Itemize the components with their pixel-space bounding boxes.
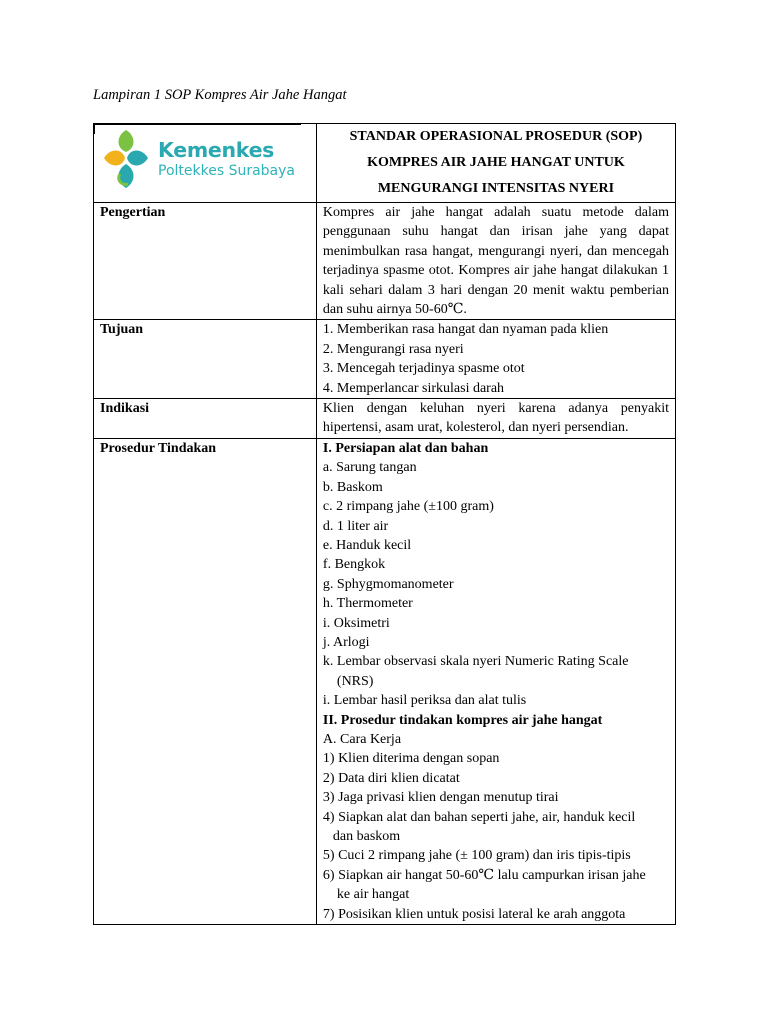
logo-title: Kemenkes: [158, 138, 275, 162]
list-item: 4. Memperlancar sirkulasi darah: [322, 380, 505, 396]
list-item-continuation: dan baskom: [332, 829, 401, 844]
section-heading-prosedur: II. Prosedur tindakan kompres air jahe hangat: [322, 712, 603, 728]
document-caption: Lampiran 1 SOP Kompres Air Jahe Hangat: [93, 87, 347, 103]
list-item: 6) Siapkan air hangat 50-60℃ lalu campurkan irisan jahe: [322, 867, 646, 883]
list-item: 3. Mencegah terjadinya spasme otot: [322, 361, 525, 377]
logo-subtitle: Poltekkes Surabaya: [158, 163, 295, 179]
subsection-heading: A. Cara Kerja: [322, 731, 402, 747]
kemenkes-emblem-icon: [102, 128, 150, 190]
tujuan-list: [316, 320, 675, 399]
list-item: 4) Siapkan alat dan bahan seperti jahe, air, handuk kecil: [322, 809, 636, 825]
sop-title-line1: STANDAR OPERASIONAL PROSEDUR (SOP): [349, 129, 643, 144]
prosedur-row: [94, 438, 676, 924]
list-item: e. Handuk kecil: [322, 537, 412, 553]
list-item: c. 2 rimpang jahe (±100 gram): [322, 499, 494, 515]
section-heading-persiapan: I. Persiapan alat dan bahan: [322, 440, 489, 456]
list-item: j. Arlogi: [322, 634, 370, 650]
list-item-continuation: (NRS): [336, 673, 374, 689]
pengertian-text: Kompres air jahe hangat adalah suatu metode dalam penggunaan suhu hangat dan irisan jahe yang dapat menimbulkan rasa hangat, mengurangi nyeri, dan mencegah terjadinya spasme otot. Kompres air jahe hangat dilakukan 1 kali sehari dalam 3 hari dengan 20 menit waktu pemberian dan suhu airnya 50-60℃.: [316, 203, 675, 320]
list-item: b. Baskom: [322, 479, 383, 495]
prosedur-content: [316, 438, 675, 924]
header-row: [94, 124, 676, 203]
list-item: i. Oksimetri: [322, 615, 390, 631]
sop-table: [93, 123, 676, 925]
sop-title-line2: KOMPRES AIR JAHE HANGAT UNTUK: [367, 155, 625, 170]
pengertian-label: Pengertian: [94, 203, 317, 320]
list-item: 1. Memberikan rasa hangat dan nyaman pada klien: [322, 322, 609, 338]
list-item: 2. Mengurangi rasa nyeri: [322, 341, 464, 357]
tujuan-label: Tujuan: [94, 320, 317, 399]
list-item: f. Bengkok: [322, 557, 386, 573]
list-item: k. Lembar observasi skala nyeri Numeric Rating Scale: [322, 654, 629, 670]
list-item: d. 1 liter air: [322, 518, 389, 534]
list-item: i. Lembar hasil periksa dan alat tulis: [322, 693, 527, 709]
indikasi-row: [94, 399, 676, 439]
tujuan-row: [94, 320, 676, 399]
logo-cell: [94, 124, 317, 203]
list-item: 3) Jaga privasi klien dengan menutup tirai: [322, 790, 559, 806]
list-item: a. Sarung tangan: [322, 460, 417, 476]
indikasi-text: Klien dengan keluhan nyeri karena adanya penyakit hipertensi, asam urat, kolesterol, dan nyeri persendian.: [316, 399, 675, 439]
list-item: h. Thermometer: [322, 596, 413, 612]
list-item-continuation: ke air hangat: [336, 887, 410, 903]
kemenkes-logo: [102, 128, 295, 190]
list-item: 2) Data diri klien dicatat: [322, 770, 460, 786]
list-item: 5) Cuci 2 rimpang jahe (± 100 gram) dan iris tipis-tipis: [322, 848, 631, 864]
sop-title-line3: MENGURANGI INTENSITAS NYERI: [377, 181, 615, 196]
pengertian-row: [94, 203, 676, 320]
indikasi-label: Indikasi: [94, 399, 317, 439]
sop-title-cell: [316, 124, 675, 203]
list-item: 1) Klien diterima dengan sopan: [322, 751, 500, 767]
list-item: g. Sphygmomanometer: [322, 576, 454, 592]
prosedur-label: Prosedur Tindakan: [94, 438, 317, 924]
list-item: 7) Posisikan klien untuk posisi lateral ke arah anggota: [322, 906, 626, 922]
